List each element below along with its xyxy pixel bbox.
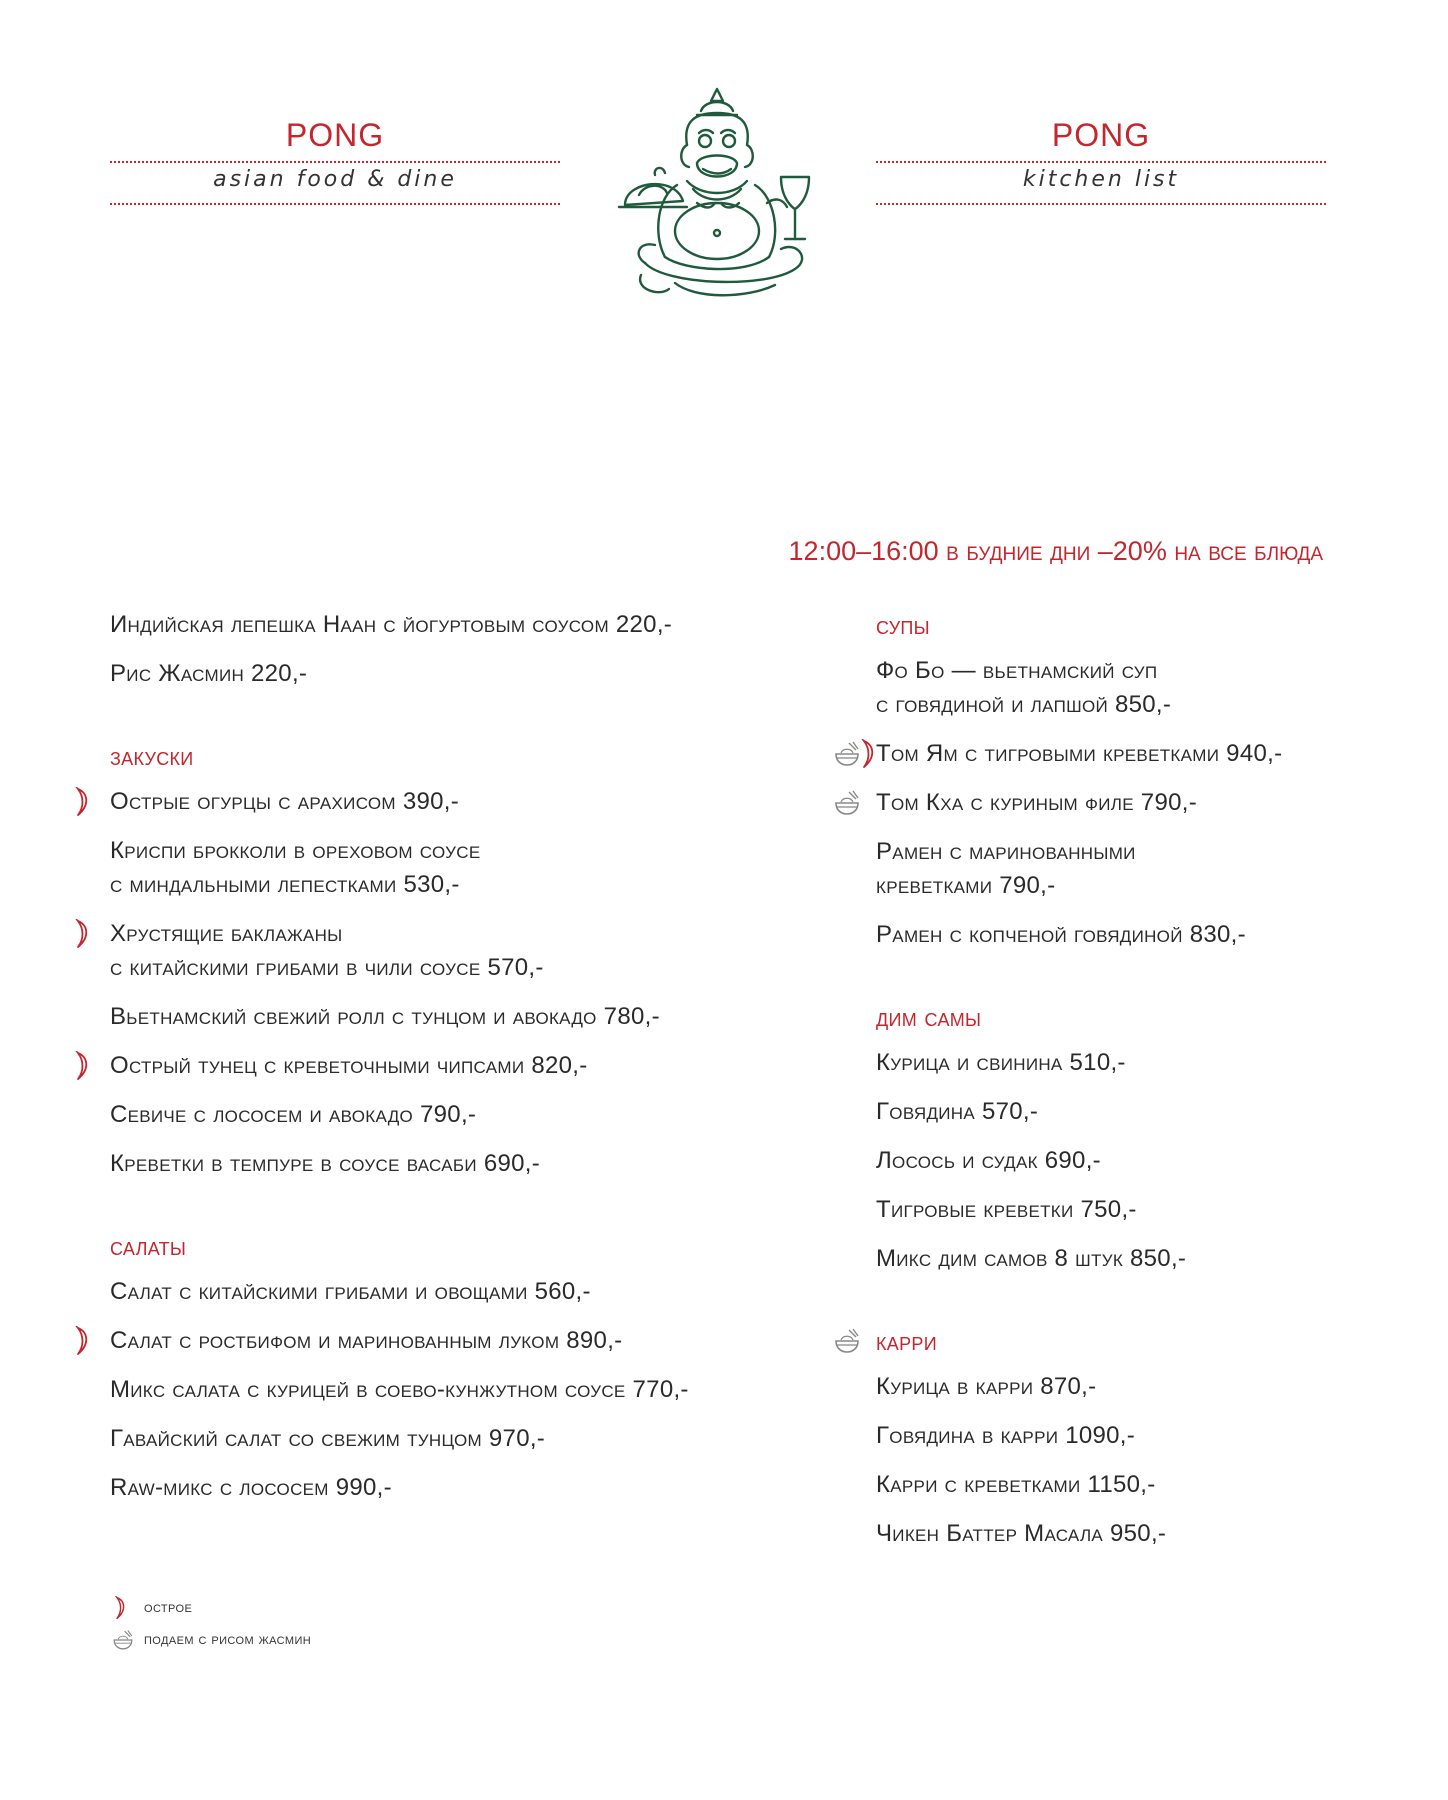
chili-icon — [72, 1051, 94, 1081]
menu-item-name: Фо Бо — вьетнамский суп — [876, 657, 1158, 684]
menu-item-name: Креветки в темпуре в соусе васаби 690,- — [110, 1150, 541, 1177]
legend — [110, 1592, 311, 1656]
menu-item-name-line2: креветками 790,- — [876, 872, 1056, 899]
section-heading-karri — [876, 1324, 1346, 1358]
section-heading-salaty: салаты — [110, 1231, 187, 1261]
monkey-mascot-logo — [605, 85, 835, 305]
brand-right — [876, 115, 1326, 205]
menu-item — [110, 1147, 810, 1181]
section-heading-text: карри — [876, 1326, 937, 1356]
menu-item — [876, 1468, 1346, 1502]
menu-item-name: Салат с ростбифом и маринованным луком 890,- — [110, 1327, 623, 1354]
menu-column-left — [110, 608, 810, 1520]
menu-item-name: Тигровые креветки 750,- — [876, 1196, 1137, 1223]
menu-item — [110, 1471, 810, 1505]
menu-item — [110, 1049, 810, 1083]
menu-item-name-line2: с миндальными лепестками 530,- — [110, 871, 460, 898]
legend-spicy-label: острое — [144, 1599, 193, 1616]
brand-title-left: PONG — [285, 117, 385, 153]
rice-bowl-icon — [834, 788, 860, 818]
legend-rice — [110, 1624, 311, 1656]
chili-icon — [858, 739, 880, 769]
legend-spicy — [110, 1592, 311, 1624]
section-heading-zakuski: закуски — [110, 741, 194, 771]
menu-item — [110, 657, 810, 691]
menu-item — [110, 1324, 810, 1358]
rice-bowl-icon — [110, 1628, 136, 1652]
menu-item — [110, 785, 810, 819]
menu-item-name: Криспи брокколи в ореховом соусе — [110, 837, 481, 864]
menu-item-name: Курица и свинина 510,- — [876, 1049, 1126, 1076]
menu-item — [876, 1242, 1346, 1276]
menu-item — [876, 1095, 1346, 1129]
section-heading-supy: супы — [876, 610, 930, 640]
menu-item — [876, 1517, 1346, 1551]
menu-item-name: Севиче с лососем и авокадо 790,- — [110, 1101, 477, 1128]
chili-icon — [72, 787, 94, 817]
menu-item-name: Рис Жасмин 220,- — [110, 660, 308, 687]
menu-item-name: Микс дим самов 8 штук 850,- — [876, 1245, 1187, 1272]
menu-item-name-line2: с китайскими грибами в чили соусе 570,- — [110, 954, 544, 981]
menu-item — [110, 1275, 810, 1309]
menu-item — [110, 1098, 810, 1132]
menu-item — [876, 835, 1346, 903]
menu-column-right — [876, 608, 1346, 1566]
brand-left — [110, 115, 560, 205]
menu-item-name: Говядина в карри 1090,- — [876, 1422, 1136, 1449]
menu-item-name-line2: с говядиной и лапшой 850,- — [876, 691, 1172, 718]
menu-item-name: Гавайский салат со свежим тунцом 970,- — [110, 1425, 546, 1452]
menu-item-name: Лосось и судак 690,- — [876, 1147, 1101, 1174]
menu-item — [876, 654, 1346, 722]
menu-item-name: Вьетнамский свежий ролл с тунцом и авокадо 780,- — [110, 1003, 660, 1030]
menu-item — [110, 1422, 810, 1456]
menu-item-name: Острые огурцы с арахисом 390,- — [110, 788, 460, 815]
menu-item — [110, 1000, 810, 1034]
section-heading-dim-samy: дим самы — [876, 1002, 982, 1032]
menu-item-name: Чикен Баттер Масала 950,- — [876, 1520, 1167, 1547]
promo-line: 12:00–16:00 в будние дни –20% на все блюда — [788, 536, 1323, 566]
rice-bowl-icon — [834, 1326, 860, 1356]
brand-subtitle-right: kitchen list — [1022, 167, 1180, 192]
menu-item — [876, 1370, 1346, 1404]
menu-item-name: Индийская лепешка Наан с йогуртовым соусом 220,- — [110, 611, 673, 638]
chili-icon — [72, 919, 94, 949]
menu-item-name: Рамен с копченой говядиной 830,- — [876, 921, 1246, 948]
menu-item-name: Raw-микс с лососем 990,- — [110, 1474, 392, 1501]
rice-bowl-icon — [834, 739, 860, 769]
menu-item — [876, 1144, 1346, 1178]
menu-item — [110, 917, 810, 985]
brand-title-right: PONG — [1051, 117, 1151, 153]
brand-subtitle-left: asian food & dine — [213, 167, 457, 192]
menu-item — [110, 834, 810, 902]
menu-item-name: Хрустящие баклажаны — [110, 920, 343, 947]
menu-item — [876, 786, 1346, 820]
menu-item-name: Салат с китайскими грибами и овощами 560,- — [110, 1278, 591, 1305]
legend-rice-label: подаем с рисом жасмин — [144, 1631, 312, 1648]
menu-item-name: Микс салата с курицей в соево-кунжутном соусе 770,- — [110, 1376, 689, 1403]
divider — [876, 203, 1326, 205]
menu-item — [876, 1193, 1346, 1227]
menu-item-name: Карри с креветками 1150,- — [876, 1471, 1156, 1498]
menu-item — [110, 608, 810, 642]
menu-item-name: Острый тунец с креветочными чипсами 820,- — [110, 1052, 588, 1079]
divider — [110, 203, 560, 205]
menu-item-name: Курица в карри 870,- — [876, 1373, 1097, 1400]
menu-item-name: Том Кха с куриным филе 790,- — [876, 789, 1197, 816]
chili-icon — [110, 1596, 132, 1620]
menu-item — [876, 1046, 1346, 1080]
menu-item-name: Том Ям с тигровыми креветками 940,- — [876, 740, 1283, 767]
menu-item-name: Рамен с маринованными — [876, 838, 1136, 865]
menu-item — [876, 1419, 1346, 1453]
menu-item — [876, 737, 1346, 771]
menu-item — [110, 1373, 810, 1407]
chili-icon — [72, 1326, 94, 1356]
menu-item — [876, 918, 1346, 952]
menu-item-name: Говядина 570,- — [876, 1098, 1039, 1125]
